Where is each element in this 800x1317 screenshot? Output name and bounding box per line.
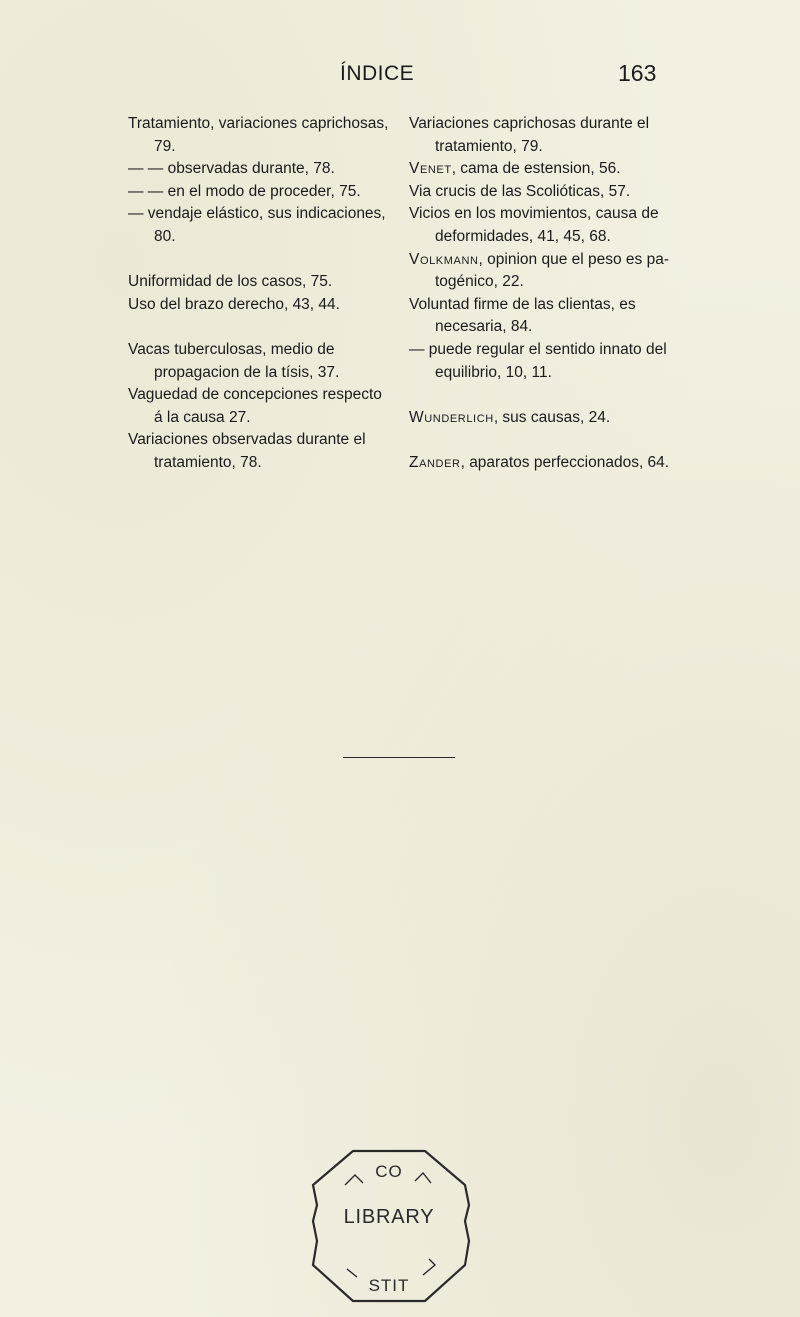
index-entry: Variaciones caprichosas durante el tratamiento, 79. [409,115,650,155]
index-entry: Voluntad firme de las clientas, es necesaria, 84. [409,295,636,336]
section-gap [409,384,671,407]
index-entry: Vicios en los movimientos, causa de deformidades, 41, 45, 68. [409,205,659,245]
author-name: Wunderlich [409,408,494,426]
end-rule [343,757,455,758]
index-entry: Uso del brazo derecho, 43, 44. [128,295,340,313]
index-entry [409,158,671,181]
index-entry: Variaciones observadas durante el tratamiento, 78. [128,431,366,471]
page-number: 163 [618,60,657,86]
index-entry [409,249,671,294]
author-name: Venet [409,160,452,178]
section-gap [409,429,671,452]
index-entry: Vaguedad de concepciones respecto á la causa 27. [128,386,382,426]
index-entry [409,407,671,430]
index-entry: — puede regular el sentido innato del equilibrio, 10, 11. [409,340,667,381]
index-entry: — — en el modo de proceder, 75. [128,182,361,200]
stamp-label: LIBRARY [343,1206,435,1228]
entry-text: , cama de estension, 56. [451,160,621,178]
index-entry: Vacas tuberculosas, medio de propagacion de la tísis, 37. [128,340,340,381]
index-entry [409,452,671,475]
index-entry: Via crucis de las Scolióticas, 57. [409,182,631,200]
section-gap [128,249,393,272]
index-entry: — vendaje elástico, sus indicaciones, 80. [128,205,386,245]
svg-text:CO: CO [375,1162,403,1181]
entry-text: , sus causas, 24. [493,408,611,426]
page-header-title: ÍNDICE [340,62,415,85]
section-gap [128,316,393,339]
entry-text: , aparatos perfeccionados, 64. [460,453,670,471]
index-column-left [128,113,393,475]
index-entry: Uniformidad de los casos, 75. [128,273,333,291]
svg-text:STIT: STIT [368,1276,410,1295]
index-column-right [409,113,671,475]
index-entry: Tratamiento, variaciones caprichosas, 79. [128,115,389,155]
author-name: Volkmann [409,250,479,268]
entry-text: , opinion que el peso es patogénico, 22. [435,250,669,291]
index-entry: — — observadas durante, 78. [128,160,335,178]
author-name: Zander [409,453,461,471]
library-stamp [305,1145,487,1307]
